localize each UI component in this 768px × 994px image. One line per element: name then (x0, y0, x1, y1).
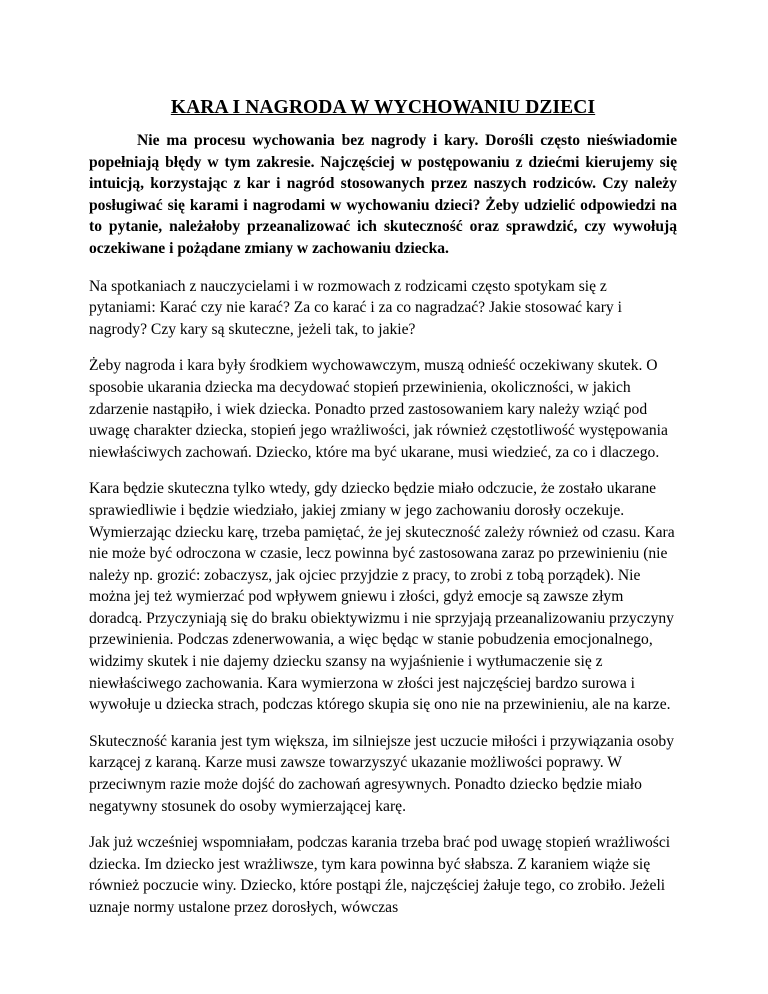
document-page (89, 96, 677, 934)
paragraph-5: Jak już wcześniej wspomniałam, podczas karania trzeba brać pod uwagę stopień wrażliwości dziecka. Im dziecko jest wrażliwsze, tym kara powinna być słabsza. Z karaniem wiąże się również poczucie winy. Dziecko, które postąpi źle, najczęściej żałuje tego, co zrobiło. Jeżeli uznaje normy ustalone przez dorosłych, wówczas (89, 834, 671, 916)
paragraph-1: Na spotkaniach z nauczycielami i w rozmowach z rodzicami często spotykam się z pytaniami: Karać czy nie karać? Za co karać i za co nagradzać? Jakie stosować kary i nagrody? Czy kary są skuteczne, jeżeli tak, to jakie? (89, 277, 622, 338)
paragraph-3: Kara będzie skuteczna tylko wtedy, gdy dziecko będzie miało odczucie, że zostało ukarane sprawiedliwie i będzie wiedziało, jakiej zmiany w jego zachowaniu dorosły oczekuje. Wymierzając dziecku karę, trzeba pamiętać, że jej skuteczność zależy również od czasu. Kara nie może być odroczona w czasie, lecz powinna być zastosowana zaraz po przewinieniu (nie należy np. grozić: zobaczysz, jak ojciec przyjdzie z pracy, to zrobi z tobą porządek). Nie można jej też wymierzać pod wpływem gniewu i złości, gdyż emocje są zawsze złym doradcą. Przyczyniają się do braku obiektywizmu i nie sprzyjają przeanalizowaniu przyczyny przewinienia. Podczas zdenerwowania, a więc będąc w stanie pobudzenia emocjonalnego, widzimy skutek i nie dajemy dziecku szansy na wyjaśnienie i wytłumaczenie się z niewłaściwego zachowania. Kara wymierzona w złości jest najczęściej bardzo surowa i wywołuje u dziecka strach, podczas którego skupia się ono nie na przewinieniu, ale na karze. (89, 480, 675, 714)
paragraph-4: Skuteczność karania jest tym większa, im silniejsze jest uczucie miłości i przywiązania osoby karzącej z karaną. Karze musi zawsze towarzyszyć ukazanie możliwości poprawy. W przeciwnym razie może dojść do zachowań agresywnych. Ponadto dziecko będzie miało negatywny stosunek do osoby wymierzającej karę. (89, 732, 675, 815)
document-title: KARA I NAGRODA W WYCHOWANIU DZIECI (170, 97, 596, 118)
paragraph-2: Żeby nagroda i kara były środkiem wychowawczym, muszą odnieść oczekiwany skutek. O sposobie ukarania dziecka ma decydować stopień przewinienia, okoliczności, w jakich zdarzenie nastąpiło, i wiek dziecka. Ponadto przed zastosowaniem kary należy wziąć pod uwagę charakter dziecka, stopień jego wrażliwości, jak również częstotliwość występowania niewłaściwych zachowań. Dziecko, które ma być ukarane, musi wiedzieć, za co i dlaczego. (89, 357, 668, 461)
lead-paragraph: Nie ma procesu wychowania bez nagrody i kary. Dorośli często nieświadomie popełniają błędy w tym zakresie. Najczęściej w postępowaniu z dziećmi kierujemy się intuicją, korzystając z kar i nagród stosowanych przez naszych rodziców. Czy należy posługiwać się karami i nagrodami w wychowaniu dzieci? Żeby udzielić odpowiedzi na to pytanie, należałoby przeanalizować ich skuteczność oraz sprawdzić, czy wywołują oczekiwane i pożądane zmiany w zachowaniu dziecka. (89, 132, 677, 257)
